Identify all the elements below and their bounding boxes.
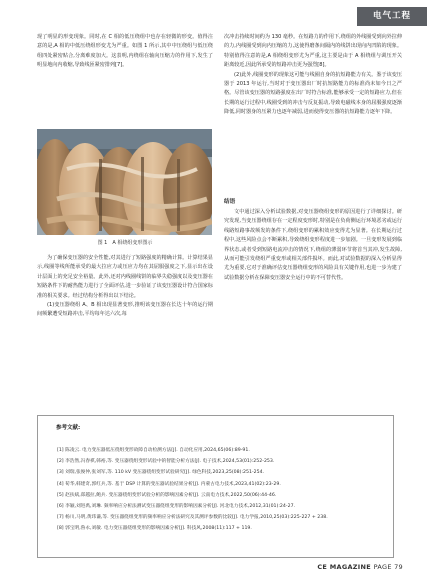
reference-item: [2] 李浩然,冯春祺,韩裕,等. 变压器绕组变形试验中的智能分析方法[J]. 电子技术,2024,53(01):252-253.	[57, 459, 275, 465]
right-paragraph-2: (2)此外,线圈变形的现象这可能与线圈自身的抗短路能力有关。鉴于该变压器于 2013 年运行,当时对于变压器出厂时抗短路能力的标准尚未如今日之严格。尽管该变压器的短路强度在出厂时符合标准,能够承受一定的短路应力,但在长期的运行过程中,线圈受到的冲击与反复振动,导致电磁线本身的屈服强度逐渐降低,同时器身的压紧力也逐年减弱,进而使得变压器的抗短路能力逐年下降。	[224, 71, 402, 116]
right-top-paragraph: 次冲击持续时间约为 130 毫秒。在短路力的作用下,绕组的外线圈受到向外拉伸的力,内线圈受到向内压缩的力,这使得磨条间隔内的线饼出现向内凹陷的现象。特别值得注意的是,A 相绕组变形尤为严重,这主要是由于 A 相绕组与调压开关距离较近,因此所承受的短路冲击更为强烈[8]。	[224, 34, 402, 69]
reference-item: [3] 刘瑞,张俊仲,张刘军,等. 110 kV 变压器绕组变形试验研究[J]. 绿色科技,2023,25(08):251-254.	[57, 470, 265, 476]
footer-brand: CE MAGAZINE	[317, 563, 371, 571]
reference-item: [4] 荀华,韩建奇,郭红兵,等. 基于 DSP 计算的变压器试验结果分析[J]. 内蒙古电力技术,2023,41(02):23-29.	[57, 481, 281, 487]
winding-photo	[37, 129, 212, 235]
figure-winding-deformation	[37, 129, 212, 235]
references-title: 参考文献:	[56, 425, 81, 431]
section-badge: 电气工程	[357, 7, 427, 26]
left-bottom-paragraph-2: (1)变压器绕组 A、B 相出现显著变形,推明该变压器在长达十年的运行期间频繁遭受短路冲击,平均每年达六次,每	[37, 302, 213, 318]
reference-item: [1] 陈凌云. 电力变压器低压绕组变形故障自动检测方法[J]. 自动化应用,2024,65(06):89-91.	[57, 448, 250, 453]
conclusion-paragraph: 文中通过深入分析试验数据,对变压器绕组变形的原因进行了详细探讨。研究发现,当变压器绕组存在一定程度变形时,特别是在负荷侧运行环境恶劣或运行线路短路事故频发的条件下,绕组变形的累积效应变得尤为显著。在长期运行过程中,这些风险点会不断累积,导致绕组变形程度进一步加剧。一旦变形发展到临界状态,或者受到短路电流冲击的情况下,绕组的薄弱环节将首当其冲,发生故障,从而可能引发绕组严重变形或相关部件损坏。而此,对试验数据的深入分析显得尤为重要,它对于准确评估变压器绕组变形的风险具有关键作用,也进一步为建了试验数据分析在保障变压器安全运行中的不可替代性。	[224, 209, 402, 281]
right-column-conclusion	[224, 208, 402, 283]
footer-page: PAGE 79	[373, 563, 403, 571]
references-box	[37, 415, 394, 558]
reference-item: [7] 杨川,马明,黄玮谦,等. 变压器绕组变形的频率响应分析法研究及其测评参数的比较[J]. 电力学报,2010,25(03):225-227 + 238.	[57, 515, 328, 521]
reference-list	[57, 445, 391, 535]
conclusion-heading: 结语	[224, 199, 236, 205]
reference-item: [6] 李颖,刘进禹,刘琳. 频率响应分析法测试变压器绕组变形的影响因素分析[J]. 河北电力技术,2012,31(01):24-27.	[57, 504, 296, 510]
left-column-top	[37, 33, 213, 71]
right-column-top	[224, 33, 402, 118]
left-bottom-paragraph-1: 为了确保变压器的安全性能,对其进行了短路强度的精确计算。计算结果显示,线圈等线所能承受的最大拉应力或压应力均在其屈服强度之下,显示出在设计层面上的充足安全裕量。此外,还对内线圈线饼的临界失稳强度以及变压器在短路条件下的耐热能力进行了全面评估,进一步验证了该变压器设计符合国家标准的相关要求。经过结构分析得出以下结论。	[37, 255, 213, 299]
footer	[317, 563, 403, 571]
reference-item: [8] 郭宝明,鲁永,刘敏. 电力变压器绕组变形的影响因素分析[J]. 科技风,2008(11):117 + 119.	[57, 526, 252, 532]
reference-item: [5] 赵扶斌,郑越拉,鲍兵. 变压器绕组变形试验分析的影响因素分析[J]. 云南电力技术,2022,50(06):44-46.	[57, 492, 277, 498]
left-top-paragraph: 现了明显的形变现象。同时,在 C 相的低压绕组中也存在轻微的形变。值得注意的是,A 相的中低压绕组形变尤为严重。如图 1 所示,其中中压绕组与低压绕组四处紧密贴合,分离难度加大。这表明,内绕组在轴向压缩力的作用下,发生了明显地向内收缩,导致线匝紧密排列[7]。	[37, 34, 213, 69]
figure-caption: 图 1 A 相绕组变形图示	[97, 240, 153, 246]
left-column-bottom	[37, 254, 213, 320]
